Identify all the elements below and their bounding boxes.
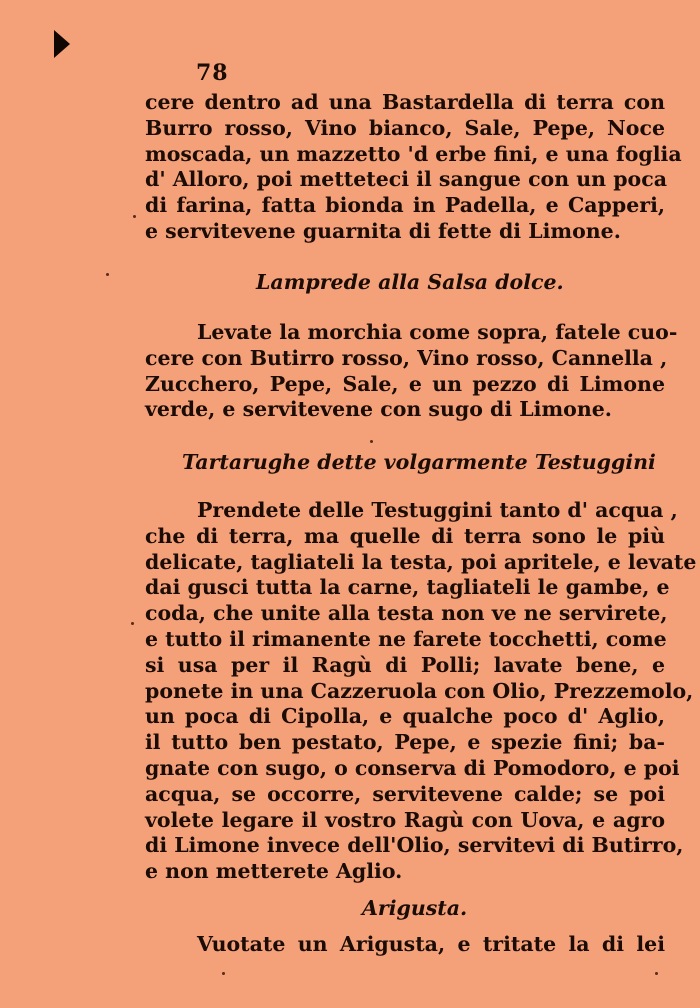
paragraph-lamprede [145,320,678,423]
text-line: volete legare il vostro Ragù con Uova, e agro [145,807,665,832]
text-line: cere dentro ad una Bastardella di terra con [145,90,665,114]
text-line: Prendete delle Testuggini tanto d' acqua , [197,498,678,522]
text-line: gnate con sugo, o conserva di Pomodoro, e poi [145,755,680,780]
text-line: Burro rosso, Vino bianco, Sale, Pepe, Noce [145,115,665,140]
text-line: e servitevene guarnita di fette di Limone. [145,218,621,243]
scan-speck [370,440,373,443]
text-line: il tutto ben pestato, Pepe, e spezie fini; ba- [145,730,665,755]
text-line: e non metterete Aglio. [145,859,403,884]
recipe-heading-tartarughe: Tartarughe dette volgarmente Testuggini [182,450,656,474]
recipe-heading-arigusta: Arigusta. [362,896,468,920]
text-line: acqua, se occorre, servitevene calde; se poi [145,781,665,806]
scan-speck [133,215,136,218]
text-line: Levate la morchia come sopra, fatele cuo- [197,320,678,344]
text-line: un poca di Cipolla, e qualche poco d' Aglio, [145,704,665,729]
text-line: coda, che unite alla testa non ve ne servirete, [145,601,668,626]
text-line: d' Alloro, poi metteteci il sangue con un poca [145,167,667,192]
text-line: di Limone invece dell'Olio, servitevi di Butirro, [145,833,684,858]
text-line: Vuotate un Arigusta, e tritate la di lei [197,932,665,956]
paragraph-arigusta [145,932,665,958]
scan-speck [106,273,109,276]
page-corner-mark [54,30,70,58]
text-line: delicate, tagliateli la testa, poi apritele, e levate [145,549,697,574]
text-line: si usa per il Ragù di Polli; lavate bene, e [145,652,665,677]
text-line: moscada, un mazzetto 'd erbe fini, e una foglia [145,141,682,166]
paragraph-tartarughe [145,498,697,885]
scan-speck [222,972,225,975]
text-line: che di terra, ma quelle di terra sono le più [145,523,665,548]
text-line: verde, e servitevene con sugo di Limone. [145,397,612,422]
scan-speck [131,622,134,625]
text-line: di farina, fatta bionda in Padella, e Capperi, [145,193,665,218]
text-line: ponete in una Cazzeruola con Olio, Prezzemolo, [145,678,694,703]
recipe-heading-lamprede: Lamprede alla Salsa dolce. [256,270,564,294]
scan-speck [655,972,658,975]
text-line: e tutto il rimanente ne farete tocchetti, come [145,626,667,651]
text-line: dai gusci tutta la carne, tagliateli le gambe, e [145,575,670,600]
text-line: Zucchero, Pepe, Sale, e un pezzo di Limone [145,371,665,396]
page-number: 78 [196,60,229,86]
paragraph-continuation [145,90,682,245]
text-line: cere con Butirro rosso, Vino rosso, Cannella , [145,345,668,370]
